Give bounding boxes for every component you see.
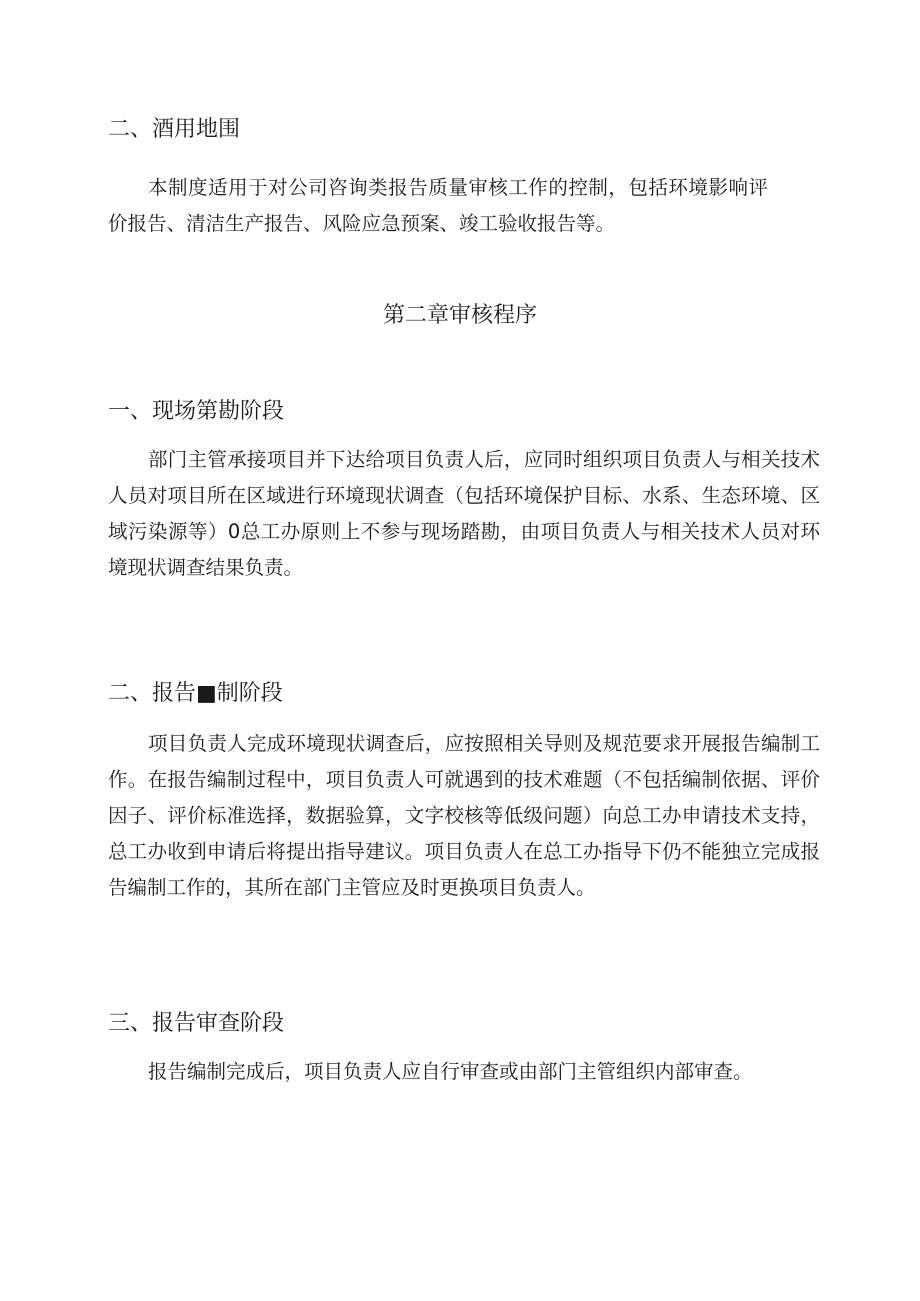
- section-title-survey: 一、现场第勘阶段: [108, 399, 285, 424]
- section-title-drafting: 二、报告■制阶段: [108, 681, 283, 706]
- section-body-review: 报告编制完成后，项目负责人应自行审查或由部门主管组织内部审查。: [148, 1060, 753, 1083]
- section-title-review: 三、报告审查阶段: [108, 1011, 285, 1036]
- section-body-scope: 本制度适用于对公司咨询类报告质量审核工作的控制，包括环境影响评价报告、清洁生产报告、风险应急预案、竣工验收报告等。: [108, 176, 768, 235]
- chapter-title: 第二章审核程序: [382, 303, 537, 328]
- section-body-survey: 部门主管承接项目并下达给项目负责人后，应同时组织项目负责人与相关技术人员对项目所在区域进行环境现状调查（包括环境保护目标、水系、生态环境、区域污染源等）0总工办原则上不参与现场踏勘，由项目负责人与相关技术人员对环境现状调查结果负责。: [108, 448, 820, 579]
- section-title-scope: 二、酒用地围: [108, 117, 241, 142]
- section-body-drafting: 项目负责人完成环境现状调查后，应按照相关导则及规范要求开展报告编制工作。在报告编制过程中，项目负责人可就遇到的技术难题（不包括编制依据、评价因子、评价标准选择，数据验算，文字校核等低级问题）向总工办申请技术支持，总工办收到申请后将提出指导建议。项目负责人在总工办指导下仍不能独立完成报告编制工作的，其所在部门主管应及时更换项目负责人。: [108, 732, 820, 899]
